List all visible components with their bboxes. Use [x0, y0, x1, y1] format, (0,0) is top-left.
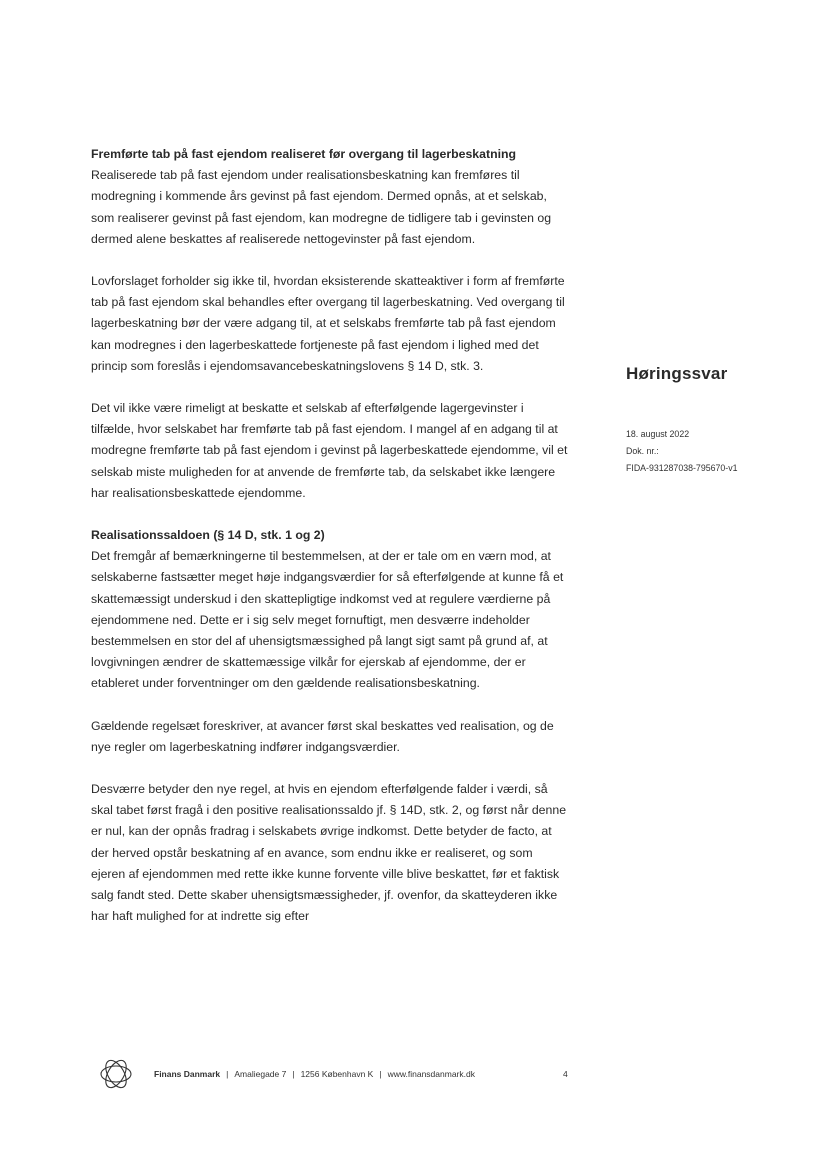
paragraph: Realiserede tab på fast ejendom under realisationsbeskatning kan fremføres til modregning i kommende års gevinst på fast ejendom. Dermed opnås, at et selskab, som realiserer gevinst på fast ejendom, kan modregne de tidligere tab i gevinsten og dermed alene beskattes af realiserede nettogevinster på fast ejendom.	[91, 168, 552, 246]
footer-city: 1256 København K	[300, 1069, 374, 1079]
paragraph: Lovforslaget forholder sig ikke til, hvordan eksisterende skatteaktiver i form af fremførte tab på fast ejendom skal behandles efter overgang til lagerbeskatning. Ved overgang til lagerbeskatning bør der være adgang til, at et selskabs fremførte tab på fast ejendom kan modregnes i den lagerbeskattede fortjeneste på fast ejendom i lighed med det princip som foreslås i ejendomsavancebeskatningslovens § 14 D, stk. 3.	[91, 274, 565, 373]
document-type-title: Høringssvar	[626, 364, 728, 383]
main-content	[91, 144, 569, 928]
paragraph: Gældende regelsæt foreskriver, at avancer først skal beskattes ved realisation, og de nye regler om lagerbeskatning indfører indgangsværdier.	[91, 718, 554, 754]
paragraph: Det fremgår af bemærkningerne til bestemmelsen, at der er tale om en værn mod, at selskaberne fastsætter meget høje indgangsværdier for så efterfølgende at kunne få et skattemæssigt underskud i den skattepligtige indkomst ved at regulere værdierne på ejendommene ned. Dette er i sig selv meget fornuftigt, men desværre indeholder bestemmelsen en stor del af uhensigtsmæssighed på langt sigt samt på grund af, at lovgivningen ændrer de skattemæssige vilkår for ejerskab af ejendomme, der er etableret under forventninger om den gældende realisationsbeskatning.	[91, 549, 564, 691]
section-heading-realisation-balance: Realisationssaldoen (§ 14 D, stk. 1 og 2)	[91, 528, 325, 543]
footer-street: Amaliegade 7	[234, 1069, 287, 1079]
footer-website-link[interactable]: www.finansdanmark.dk	[387, 1069, 475, 1079]
paragraph: Det vil ikke være rimeligt at beskatte et selskab af efterfølgende lagergevinster i tilfælde, hvor selskabet har fremførte tab på fast ejendom. I mangel af en adgang til at modregne fremførte tab på fast ejendom i gevinst på lagerbeskattede ejendomme, vil et selskab miste muligheden for at anvende de fremførte tab, da selskabet ikke længere har realisationsbeskattede ejendomme.	[91, 401, 568, 500]
footer-org: Finans Danmark	[154, 1069, 221, 1079]
section-heading-losses: Fremførte tab på fast ejendom realiseret før overgang til lagerbeskatning	[91, 147, 517, 161]
document-meta	[626, 426, 816, 477]
document-number-label: Dok. nr.:	[626, 446, 659, 456]
paragraph: Desværre betyder den nye regel, at hvis en ejendom efterfølgende falder i værdi, så skal tabet først fragå i den positive realisationssaldo jf. § 14D, stk. 2, og først når denne er nul, kan der opnås fradrag i selskabets øvrige indkomst. Dette betyder de facto, at der herved opstår beskatning af en avance, som endnu ikke er realiseret, og som ejeren af ejendommen med rette ikke kunne forvente ville blive beskattet, før et faktisk salg fandt sted. Dette skaber uhensigtsmæssigheder, jf. ovenfor, da skatteyderen ikke har haft mulighed for at indrette sig efter	[91, 782, 567, 924]
footer-address: Finans Danmark | Amaliegade 7 | 1256 København K | www.finansdanmark.dk	[154, 1069, 475, 1079]
sidebar	[626, 364, 816, 477]
page-number: 4	[563, 1069, 568, 1079]
finans-danmark-logo-icon	[96, 1054, 136, 1094]
document-date: 18. august 2022	[626, 429, 690, 439]
footer	[96, 1054, 576, 1094]
document-number: FIDA-931287038-795670-v1	[626, 463, 738, 473]
